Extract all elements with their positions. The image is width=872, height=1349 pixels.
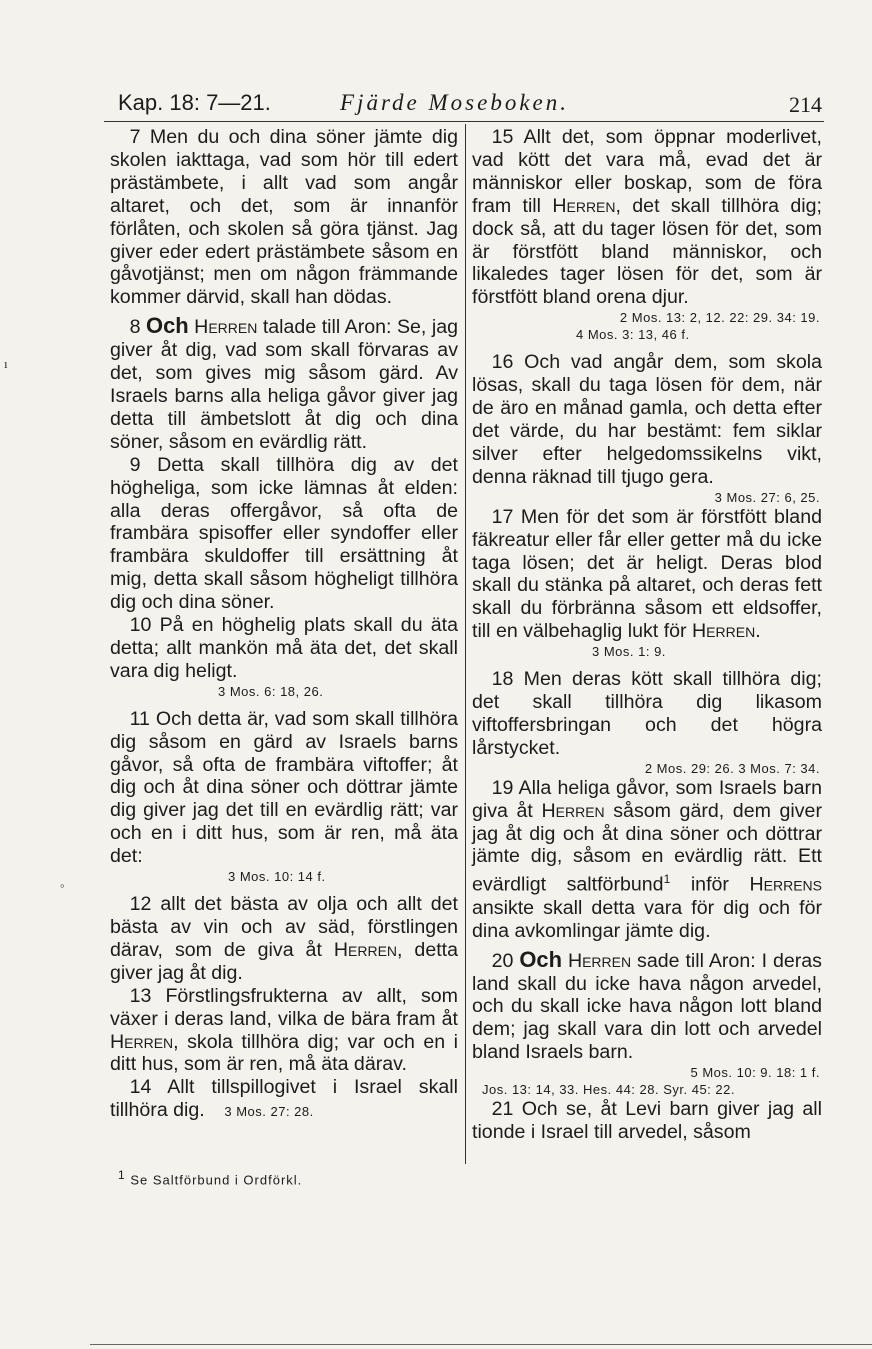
verse-number: 9 bbox=[129, 453, 141, 476]
verse-13 bbox=[110, 985, 458, 1077]
verse-number: 18 bbox=[491, 668, 514, 691]
verse-21 bbox=[472, 1098, 822, 1144]
divine-name: Herren bbox=[567, 949, 632, 972]
footnote-mark: 1 bbox=[118, 1168, 126, 1182]
verse-number: 20 bbox=[491, 949, 514, 972]
verse-20 bbox=[472, 946, 822, 1065]
verse-text: Men du och dina söner jämte dig skolen iakttaga, vad som hör till edert prästämbete, i allt vad som angår altaret, och det, som är innanför förlåten, och skolen så göra tjänst. Jag giver eder edert prästämbete såsom en gåvotjänst; men om någon främmande kommer därvid, skall han dödas. bbox=[110, 126, 458, 309]
verse-text: Alla heliga gåvor, som Israels barn giva åt bbox=[472, 776, 822, 822]
verse-text: talade till Aron: Se, jag giver åt dig, vad som skall förvaras av det, som gives mig såsom gärd. Av Israels barns alla heliga gåvor giver jag detta till ämbetslott åt dig och dina söner, såsom en evärdlig rätt. bbox=[110, 316, 458, 453]
chapter-reference: Kap. 18: 7—21. bbox=[118, 90, 271, 115]
verse-text: Allt det, som öppnar moderlivet, vad kött det vara må, evad det är människor eller boskap, som de föra fram till bbox=[472, 126, 822, 217]
verse-text: såsom gärd, dem giver jag åt dig och åt dina söner och döttrar jämte dig, såsom en evärdlig rätt. Ett evärdligt saltförbund bbox=[472, 799, 822, 896]
verse-text: Och vad angår dem, som skola lösas, skall du taga lösen för dem, när de äro en månad gamla, och detta efter det värde, du har bestämt: fem siklar silver efter helgedomssikelns vikt, denna räknad till tjugo gera. bbox=[472, 351, 822, 488]
verse-15 bbox=[472, 126, 822, 309]
verse-number: 13 bbox=[129, 984, 152, 1007]
cross-reference: 3 Mos. 6: 18, 26. bbox=[218, 683, 324, 699]
cross-reference: 2 Mos. 29: 26. 3 Mos. 7: 34. bbox=[644, 760, 820, 776]
verse-14 bbox=[110, 1076, 458, 1124]
cross-reference: Jos. 13: 14, 33. Hes. 44: 28. Syr. 45: 22. bbox=[482, 1082, 735, 1098]
verse-number: 19 bbox=[491, 776, 514, 799]
cross-reference: 2 Mos. 13: 2, 12. 22: 29. 34: 19. bbox=[619, 310, 820, 326]
verse-number: 7 bbox=[129, 126, 141, 148]
verse-text: Detta skall tillhöra dig av det högheliga, som icke lämnas åt elden: alla deras offergåvor, så ofta de frambära spisoffer eller syndoffer eller frambära skuldoffer till ersättning åt mig, detta skall såsom högheligt tillhöra dig och dina söner. bbox=[110, 453, 459, 614]
header-rule bbox=[104, 121, 824, 122]
divine-name: Herren bbox=[552, 194, 616, 217]
verse-8 bbox=[110, 315, 458, 453]
divine-name: Herren bbox=[692, 620, 756, 643]
verse-text: Men för det som är förstfött bland fäkreatur eller får eller getter må du icke taga lösen; det är heligt. Deras blod skall du stänka på altaret, och deras fett skall du förbränna såsom ett eldsoffer, till en välbehaglig lukt för bbox=[472, 505, 822, 643]
verse-number: 8 bbox=[129, 316, 141, 339]
divine-name: Herren bbox=[541, 799, 605, 822]
verse-initial-word: Och bbox=[519, 946, 562, 972]
verse-10 bbox=[110, 614, 458, 683]
verse-9 bbox=[110, 454, 458, 614]
footnote-marker: 1 bbox=[663, 872, 671, 887]
left-column bbox=[110, 126, 458, 1124]
running-header bbox=[110, 84, 822, 122]
page-edge-line bbox=[90, 1344, 872, 1345]
verse-text: Och se, åt Levi barn giver jag all tionde i Israel till arvedel, såsom bbox=[472, 1098, 822, 1144]
cross-reference: 3 Mos. 10: 14 f. bbox=[228, 869, 326, 885]
verse-number: 17 bbox=[491, 505, 514, 528]
right-column bbox=[472, 126, 822, 1144]
cross-reference: 3 Mos. 27: 28. bbox=[224, 1104, 314, 1120]
verse-number: 21 bbox=[491, 1098, 514, 1121]
footnote bbox=[118, 1168, 302, 1187]
verse-text: inför bbox=[690, 873, 729, 896]
cross-reference: 5 Mos. 10: 9. 18: 1 f. bbox=[690, 1065, 820, 1081]
cross-reference: 4 Mos. 3: 13, 46 f. bbox=[576, 327, 690, 343]
footnote-text: Se Saltförbund i Ordförkl. bbox=[130, 1172, 303, 1188]
verse-number: 16 bbox=[491, 351, 514, 374]
verse-text: . bbox=[755, 620, 761, 643]
verse-number: 11 bbox=[129, 707, 150, 730]
divine-name: Herrens bbox=[749, 873, 822, 896]
verse-text: sade till Aron: I deras land skall du icke hava någon arvedel, och du skall icke hava någon lott bland dem; jag skall vara din lott och arvedel bland Israels barn. bbox=[472, 949, 822, 1064]
column-divider bbox=[465, 124, 466, 1164]
verse-16 bbox=[472, 351, 822, 488]
verse-text: Förstlingsfrukterna av allt, som växer i deras land, vilka de bära fram åt bbox=[110, 984, 458, 1030]
verse-text: , skola tillhöra dig; var och en i ditt hus, som är ren, må äta därav. bbox=[110, 1030, 458, 1076]
verse-initial-word: Och bbox=[146, 313, 189, 339]
verse-17 bbox=[472, 506, 822, 643]
divine-name: Herren bbox=[333, 938, 398, 961]
verse-text: På en höghelig plats skall du äta detta; allt mankön må äta det, det skall vara dig heligt. bbox=[110, 614, 458, 682]
verse-7 bbox=[110, 126, 458, 309]
verse-text: Allt tillspillogivet i Israel skall tillhöra dig. bbox=[110, 1076, 458, 1122]
verse-number: 15 bbox=[491, 126, 514, 148]
scan-speck: ı bbox=[4, 356, 8, 371]
cross-reference: 3 Mos. 27: 6, 25. bbox=[714, 489, 820, 505]
divine-name: Herren bbox=[110, 1030, 174, 1053]
verse-11 bbox=[110, 708, 458, 868]
verse-number: 14 bbox=[129, 1076, 152, 1099]
verse-text: , detta giver jag åt dig. bbox=[110, 938, 459, 984]
divine-name: Herren bbox=[194, 316, 258, 339]
verse-text: allt det bästa av olja och allt det bästa av vin och av säd, förstlingen därav, som de giva åt bbox=[110, 893, 458, 961]
scan-speck: ◦ bbox=[60, 878, 65, 893]
verse-text: , det skall tillhöra dig; dock så, att du tager lösen för det, som är förstfött bland människor, och likaledes tager lösen för det, som är förstfött bland orena djur. bbox=[472, 194, 822, 309]
cross-reference: 3 Mos. 1: 9. bbox=[592, 644, 666, 660]
verse-number: 12 bbox=[129, 893, 152, 916]
book-title: Fjärde Moseboken. bbox=[340, 90, 569, 115]
verse-19 bbox=[472, 777, 822, 943]
page-number: 214 bbox=[789, 92, 822, 117]
verse-number: 10 bbox=[129, 614, 152, 637]
verse-text: Och detta är, vad som skall tillhöra dig såsom en gärd av Israels barns gåvor, så ofta de frambära viftoffer; åt dig och åt dina söner och döttrar jämte dig giver jag det till en evärdlig rätt; var och en i ditt hus, som är ren, må äta det: bbox=[110, 707, 458, 868]
verse-text: ansikte skall detta vara för dig och för dina avkomlingar jämte dig. bbox=[472, 896, 822, 942]
verse-text: Men deras kött skall tillhöra dig; det skall tillhöra dig likasom viftoffersbringan och det högra lårstycket. bbox=[472, 668, 822, 759]
verse-18 bbox=[472, 668, 822, 760]
verse-12 bbox=[110, 893, 458, 985]
